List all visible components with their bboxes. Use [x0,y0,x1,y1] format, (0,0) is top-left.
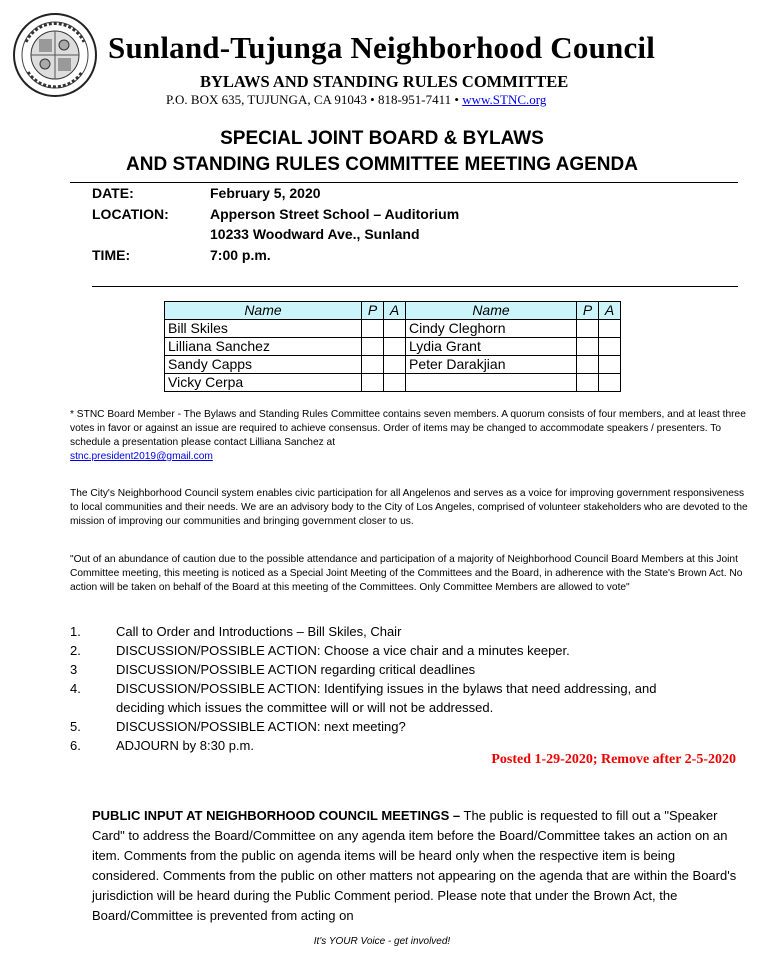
council-system-note: The City's Neighborhood Council system enables civic participation for all Angelenos and serves as a voice for improving government responsiveness to local communities and their needs. We are an advisory body to the City of Los Angeles, comprised of volunteer stakeholders who are devoted to the mission of improving our communities and bringing government closer to us. [70,488,748,527]
agenda-item-number: 6. [70,738,81,753]
present-cell [577,356,599,374]
table-row [165,356,621,374]
member-name: Lilliana Sanchez [165,338,362,356]
agenda-title-line1: SPECIAL JOINT BOARD & BYLAWS [220,128,544,149]
website-link[interactable]: www.STNC.org [462,92,547,107]
col-name-right: Name [406,302,577,320]
col-present-left: P [362,302,384,320]
public-input-heading: PUBLIC INPUT AT NEIGHBORHOOD COUNCIL MEETINGS – [92,808,461,823]
absent-cell [384,338,406,356]
contact-email-link[interactable]: stnc.president2019@gmail.com [70,451,213,462]
agenda-title-line2: AND STANDING RULES COMMITTEE MEETING AGENDA [126,154,638,175]
present-cell [362,374,384,392]
present-cell [577,320,599,338]
absent-cell [599,356,621,374]
location-line2: 10233 Woodward Ave., Sunland [210,226,420,242]
attendance-table [164,301,621,392]
table-row [165,374,621,392]
agenda-item-number: 4. [70,681,81,696]
member-name: Vicky Cerpa [165,374,362,392]
member-name: Peter Darakjian [406,356,577,374]
org-name: Sunland-Tujunga Neighborhood Council [108,30,656,65]
location-label: LOCATION: [92,206,169,222]
member-name: Cindy Cleghorn [406,320,577,338]
divider-meeting [92,286,738,287]
absent-cell [384,374,406,392]
agenda-item-number: 5. [70,719,81,734]
present-cell [362,356,384,374]
agenda-item-text: DISCUSSION/POSSIBLE ACTION: next meeting? [116,719,406,734]
public-input-section [92,806,742,926]
attendance-header-row [165,302,621,320]
absent-cell [384,320,406,338]
agenda-item-text: deciding which issues the committee will or will not be addressed. [116,700,494,715]
absent-cell [599,320,621,338]
agenda-item-number: 1. [70,624,81,639]
table-row [165,338,621,356]
time-label: TIME: [92,247,131,263]
absent-cell [599,374,621,392]
date-label: DATE: [92,185,134,201]
absent-cell [599,338,621,356]
member-name: Sandy Capps [165,356,362,374]
board-member-note [70,408,750,464]
col-present-right: P [577,302,599,320]
agenda-item-text: DISCUSSION/POSSIBLE ACTION: Identifying issues in the bylaws that need addressing, and [116,681,657,696]
brown-act-caution: "Out of an abundance of caution due to the possible attendance and participation of a majority of Neighborhood Council Board Members at this Joint Committee meeting, this meeting is noticed as a Special Joint Meeting of the Committees and the Board, in adherence with the State's Brown Act. No action will be taken on behalf of the Board at this meeting of the Committees. Only Committee Members are allowed to vote" [70,554,743,593]
address-text: P.O. BOX 635, TUJUNGA, CA 91043 • 818-951-7411 • [166,92,459,107]
divider-top [70,182,738,183]
agenda-item-text: Call to Order and Introductions – Bill Skiles, Chair [116,624,402,639]
time-value: 7:00 p.m. [210,247,271,263]
contact-address [166,92,546,108]
member-name: Lydia Grant [406,338,577,356]
present-cell [362,338,384,356]
member-name: Bill Skiles [165,320,362,338]
committee-name: BYLAWS AND STANDING RULES COMMITTEE [200,72,569,91]
agenda-item-number: 2. [70,643,81,658]
city-seal-logo [12,12,98,98]
footer-tagline: It's YOUR Voice - get involved! [313,936,451,947]
present-cell [362,320,384,338]
member-name [406,374,577,392]
public-input-body: The public is requested to fill out a "Speaker Card" to address the Board/Committee on any agenda item before the Board/Committee takes an action on an item. Comments from the public on agenda items will be heard only when the respective item is being considered. Comments from the public on other matters not appearing on the agenda that are within the Board's jurisdiction will be heard during the Public Comment period. Please note that under the Brown Act, the Board/Committee is prevented from acting on [92,808,737,923]
col-name-left: Name [165,302,362,320]
date-value: February 5, 2020 [210,185,321,201]
agenda-item-number: 3 [70,662,78,677]
agenda-item-text: DISCUSSION/POSSIBLE ACTION: Choose a vice chair and a minutes keeper. [116,643,570,658]
table-row [165,320,621,338]
present-cell [577,374,599,392]
col-absent-left: A [384,302,406,320]
absent-cell [384,356,406,374]
posted-notice: Posted 1-29-2020; Remove after 2-5-2020 [491,752,736,767]
present-cell [577,338,599,356]
col-absent-right: A [599,302,621,320]
agenda-item-text: DISCUSSION/POSSIBLE ACTION regarding critical deadlines [116,662,476,677]
board-member-note-text: * STNC Board Member - The Bylaws and Standing Rules Committee contains seven members. A quorum consists of four members, and at least three votes in favor or against an issue are required to achieve consensus. Order of items may be changed to accommodate speakers / presenters. To schedule a presentation please contact Lilliana Sanchez at [70,409,746,448]
location-line1: Apperson Street School – Auditorium [210,206,460,222]
agenda-item-text: ADJOURN by 8:30 p.m. [116,738,254,753]
